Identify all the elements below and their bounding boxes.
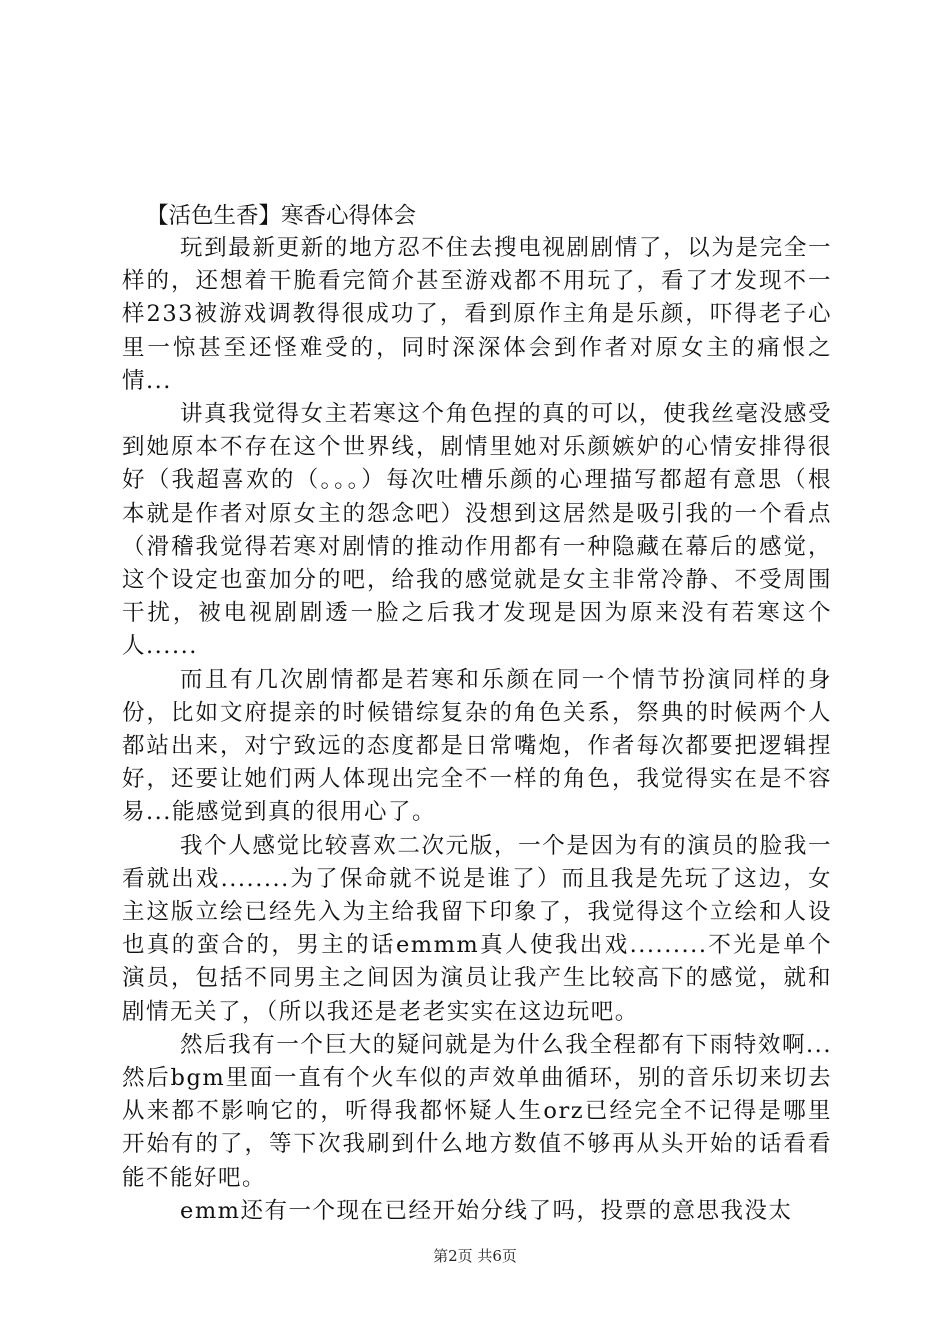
document-body (122, 200, 832, 1228)
paragraph: 而且有几次剧情都是若寒和乐颜在同一个情节扮演同样的身份，比如文府提亲的时候错综复杂的角色关系，祭典的时候两个人都站出来，对宁致远的态度都是日常嘴炮，作者每次都要把逻辑捏好，还要让她们两人体现出完全不一样的角色，我觉得实在是不容易...能感觉到真的很用心了。 (122, 666, 832, 826)
paragraph: 我个人感觉比较喜欢二次元版，一个是因为有的演员的脸我一看就出戏........为了保命就不说是谁了）而且我是先玩了这边，女主这版立绘已经先入为主给我留下印象了，我觉得这个立绘和人设也真的蛮合的，男主的话emmm真人使我出戏.........不光是单个演员，包括不同男主之间因为演员让我产生比较高下的感觉，就和剧情无关了，（所以我还是老老实实在这边玩吧。 (122, 832, 832, 1025)
paragraph: 讲真我觉得女主若寒这个角色捏的真的可以，使我丝毫没感受到她原本不存在这个世界线，剧情里她对乐颜嫉妒的心情安排得很好（我超喜欢的（。。。）每次吐槽乐颜的心理描写都超有意思（根本就是作者对原女主的怨念吧）没想到这居然是吸引我的一个看点（滑稽我觉得若寒对剧情的推动作用都有一种隐藏在幕后的感觉，这个设定也蛮加分的吧，给我的感觉就是女主非常冷静、不受周围干扰，被电视剧剧透一脸之后我才发现是因为原来没有若寒这个人...... (122, 401, 832, 660)
paragraph: 玩到最新更新的地方忍不住去搜电视剧剧情了，以为是完全一样的，还想着干脆看完简介甚至游戏都不用玩了，看了才发现不一样233被游戏调教得很成功了，看到原作主角是乐颜，吓得老子心里一惊甚至还怪难受的，同时深深体会到作者对原女主的痛恨之情... (122, 235, 832, 394)
document-title: 【活色生香】寒香心得体会 (146, 203, 417, 229)
page-number-footer: 第2页 共6页 (433, 1247, 517, 1265)
paragraph: 然后我有一个巨大的疑问就是为什么我全程都有下雨特效啊...然后bgm里面一直有个火车似的声效单曲循环，别的音乐切来切去从来都不影响它的，听得我都怀疑人生orz已经完全不记得是哪里开始有的了，等下次我刷到什么地方数值不够再从头开始的话看看能不能好吧。 (122, 1031, 832, 1191)
paragraph: emm还有一个现在已经开始分线了吗，投票的意思我没太 (180, 1197, 793, 1224)
